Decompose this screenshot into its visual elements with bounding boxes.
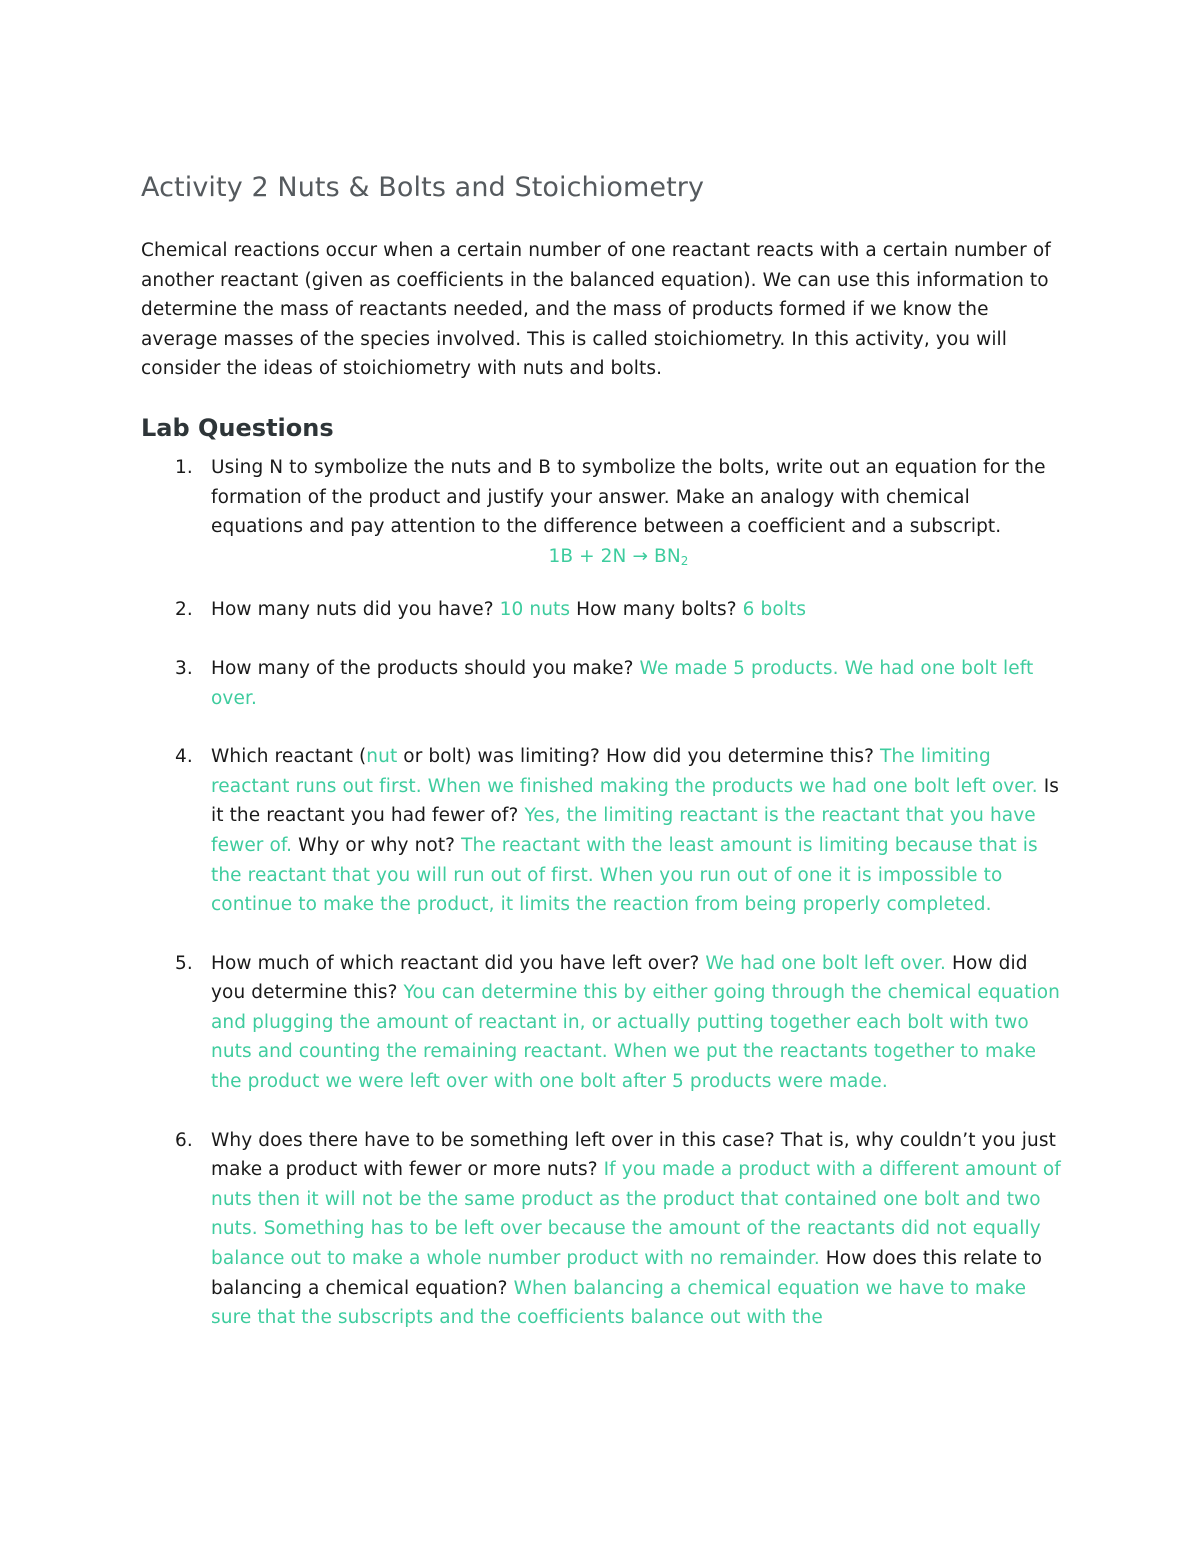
document-page [141, 168, 1066, 1362]
answer-text: We made 5 products. We had one bolt left over. [211, 657, 1034, 709]
question-number: 4. [175, 746, 193, 768]
question-1 [141, 453, 1066, 573]
answer-text: The limiting reactant runs out first. When we finished making the products we had one bolt left over. [211, 746, 1038, 797]
question-4 [141, 742, 1066, 920]
question-2 [141, 595, 1066, 625]
question-text: or bolt) was limiting? How did you determine this? [397, 746, 881, 768]
answer-text: 6 bolts [742, 599, 807, 621]
question-text: How many of the products should you make? [211, 657, 640, 679]
question-text: How many nuts did you have? [211, 599, 500, 621]
intro-paragraph: Chemical reactions occur when a certain number of one reactant reacts with a certain number of another reactant (given as coefficients in the balanced equation). We can use this information to determine the mass of reactants needed, and the mass of products formed if we know the average masses of the species involved. This is called stoichiometry. In this activity, you will consider the ideas of stoichiometry with nuts and bolts. [141, 240, 1051, 380]
equation-subscript: 2 [680, 553, 689, 568]
question-text: Is it the reactant you had fewer of? [211, 775, 1060, 827]
question-5 [141, 949, 1066, 1097]
question-text: Why or why not? [292, 834, 462, 856]
answer-text: You can determine this by either going through the chemical equation and plugging the amount of reactant in, or actually putting together each bolt with two nuts and counting the remaining reactant. When we put the reactants together to make the product we were left over with one bolt after 5 products were made. [211, 982, 1060, 1093]
question-number: 1. [175, 456, 193, 478]
equation-main: 1B + 2N → BN [548, 545, 681, 567]
question-text: How did you determine this? [211, 952, 1028, 1004]
question-text: How much of which reactant did you have left over? [211, 952, 706, 974]
answer-equation [211, 542, 1066, 574]
answer-text: 10 nuts [499, 599, 571, 621]
question-number: 5. [175, 952, 193, 974]
question-number: 6. [175, 1129, 193, 1151]
answer-text: When balancing a chemical equation we have to make sure that the subscripts and the coefficients balance out with the [211, 1277, 1027, 1329]
answer-text: Yes, the limiting reactant is the reactant that you have fewer of. [211, 805, 1036, 856]
answer-text: nut [366, 746, 398, 768]
question-text: Using N to symbolize the nuts and B to symbolize the bolts, write out an equation for the formation of the product and justify your answer. Make an analogy with chemical equations and pay attention to the difference between a coefficient and a subscript. [211, 456, 1046, 538]
question-3 [141, 654, 1066, 713]
answer-text: If you made a product with a different amount of nuts then it will not be the same product as the product that contained one bolt and two nuts. Something has to be left over because the amount of the reactants did not equally balance out to make a whole number product with no remainder. [211, 1159, 1061, 1270]
question-list [141, 453, 1066, 1333]
question-text: Why does there have to be something left over in this case? That is, why couldn’t you just make a product with fewer or more nuts? [211, 1129, 1056, 1181]
answer-text: We had one bolt left over. [705, 952, 947, 974]
question-number: 2. [175, 599, 193, 621]
question-text: How many bolts? [570, 599, 743, 621]
answer-text: The reactant with the least amount is limiting because that is the reactant that you will run out of first. When you run out of one it is impossible to continue to make the product, it limits the reaction from being properly completed. [211, 834, 1038, 916]
page-title: Activity 2 Nuts & Bolts and Stoichiometry [141, 172, 705, 203]
question-text: Which reactant ( [211, 746, 367, 768]
lab-questions-heading: Lab Questions [141, 413, 334, 442]
question-number: 3. [175, 657, 193, 679]
question-text: How does this relate to balancing a chemical equation? [211, 1248, 1043, 1299]
question-6 [141, 1126, 1066, 1333]
